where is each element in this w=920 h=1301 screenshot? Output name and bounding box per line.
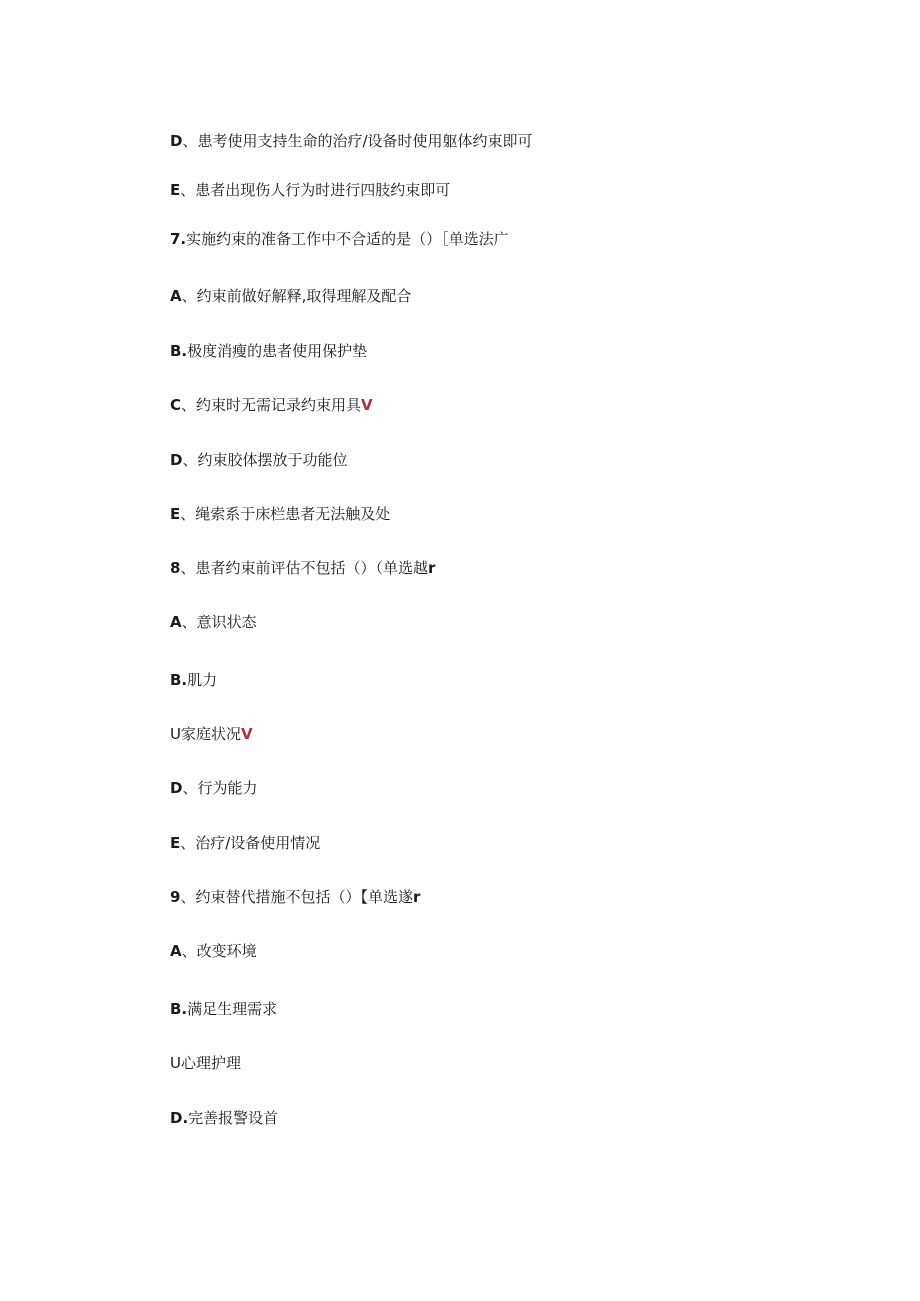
option-text: 极度消瘦的患者使用保护垫: [187, 342, 368, 360]
option-text: U家庭状况: [170, 725, 241, 743]
option-text: 肌力: [187, 671, 218, 689]
option-text: U心理护理: [170, 1054, 241, 1072]
option-line-c-q7: [170, 395, 373, 415]
option-letter: C: [170, 396, 182, 414]
option-line-a-q7: [170, 286, 411, 306]
option-letter: D: [170, 779, 183, 797]
question-number: 8: [170, 559, 181, 577]
question-text: 实施约束的准备工作中不合适的是（）［单选法广: [186, 230, 509, 248]
option-line-a-q9: [170, 941, 257, 961]
answer-check-mark: V: [361, 396, 373, 414]
option-letter: E: [170, 834, 181, 852]
option-letter: A: [170, 613, 182, 631]
option-line-d-q7: [170, 450, 347, 470]
option-line-e-q8: [170, 833, 320, 853]
option-text: 满足生理需求: [187, 1000, 278, 1018]
option-line-d-q8: [170, 778, 257, 798]
question-text: 、约束替代措施不包括（）【单选遂: [180, 888, 413, 906]
option-letter: E: [170, 505, 181, 523]
option-letter: D: [170, 451, 183, 469]
option-line-e-q6: [170, 180, 450, 200]
question-7: [170, 229, 509, 249]
option-letter: D.: [170, 1109, 189, 1127]
option-letter: B.: [170, 342, 188, 360]
option-letter: B.: [170, 671, 188, 689]
option-letter: B.: [170, 1000, 188, 1018]
option-text: 、意识状态: [181, 613, 257, 631]
option-letter: A: [170, 942, 182, 960]
option-line-c-q8: [170, 724, 253, 744]
option-line-b-q7: [170, 341, 367, 361]
question-number: 7.: [170, 230, 187, 248]
option-text: 、约束时无需记录约束用具: [181, 396, 362, 414]
option-line-a-q8: [170, 612, 257, 632]
option-text: 、患者出现伤人行为时进行四肢约束即可: [180, 181, 451, 199]
option-line-c-q9: [170, 1053, 241, 1073]
answer-check-mark: V: [240, 725, 253, 743]
option-letter: E: [170, 181, 181, 199]
option-line-e-q7: [170, 504, 390, 524]
option-text: 、绳索系于床栏患者无法触及处: [180, 505, 391, 523]
option-text: 、治疗/设备使用情况: [180, 834, 321, 852]
question-text: 、患者约束前评估不包括（）（单选越: [180, 559, 428, 577]
question-8: [170, 558, 435, 578]
option-text: 、约束胶体摆放于功能位: [182, 451, 348, 469]
option-text: 、改变环境: [181, 942, 257, 960]
option-text: 、行为能力: [182, 779, 258, 797]
option-line-d-q6: [170, 131, 533, 151]
question-tail: r: [412, 888, 421, 906]
option-text: 完善报警设首: [188, 1109, 279, 1127]
option-letter: D: [170, 132, 183, 150]
option-text: 、患考使用支持生命的治疗/设备时使用躯体约束即可: [182, 132, 533, 150]
question-number: 9: [170, 888, 181, 906]
question-tail: r: [427, 559, 436, 577]
option-letter: A: [170, 287, 182, 305]
option-line-b-q8: [170, 670, 217, 690]
option-text: 、约束前做好解释,取得理解及配合: [181, 287, 412, 305]
question-9: [170, 887, 420, 907]
option-line-b-q9: [170, 999, 277, 1019]
option-line-d-q9: [170, 1108, 278, 1128]
